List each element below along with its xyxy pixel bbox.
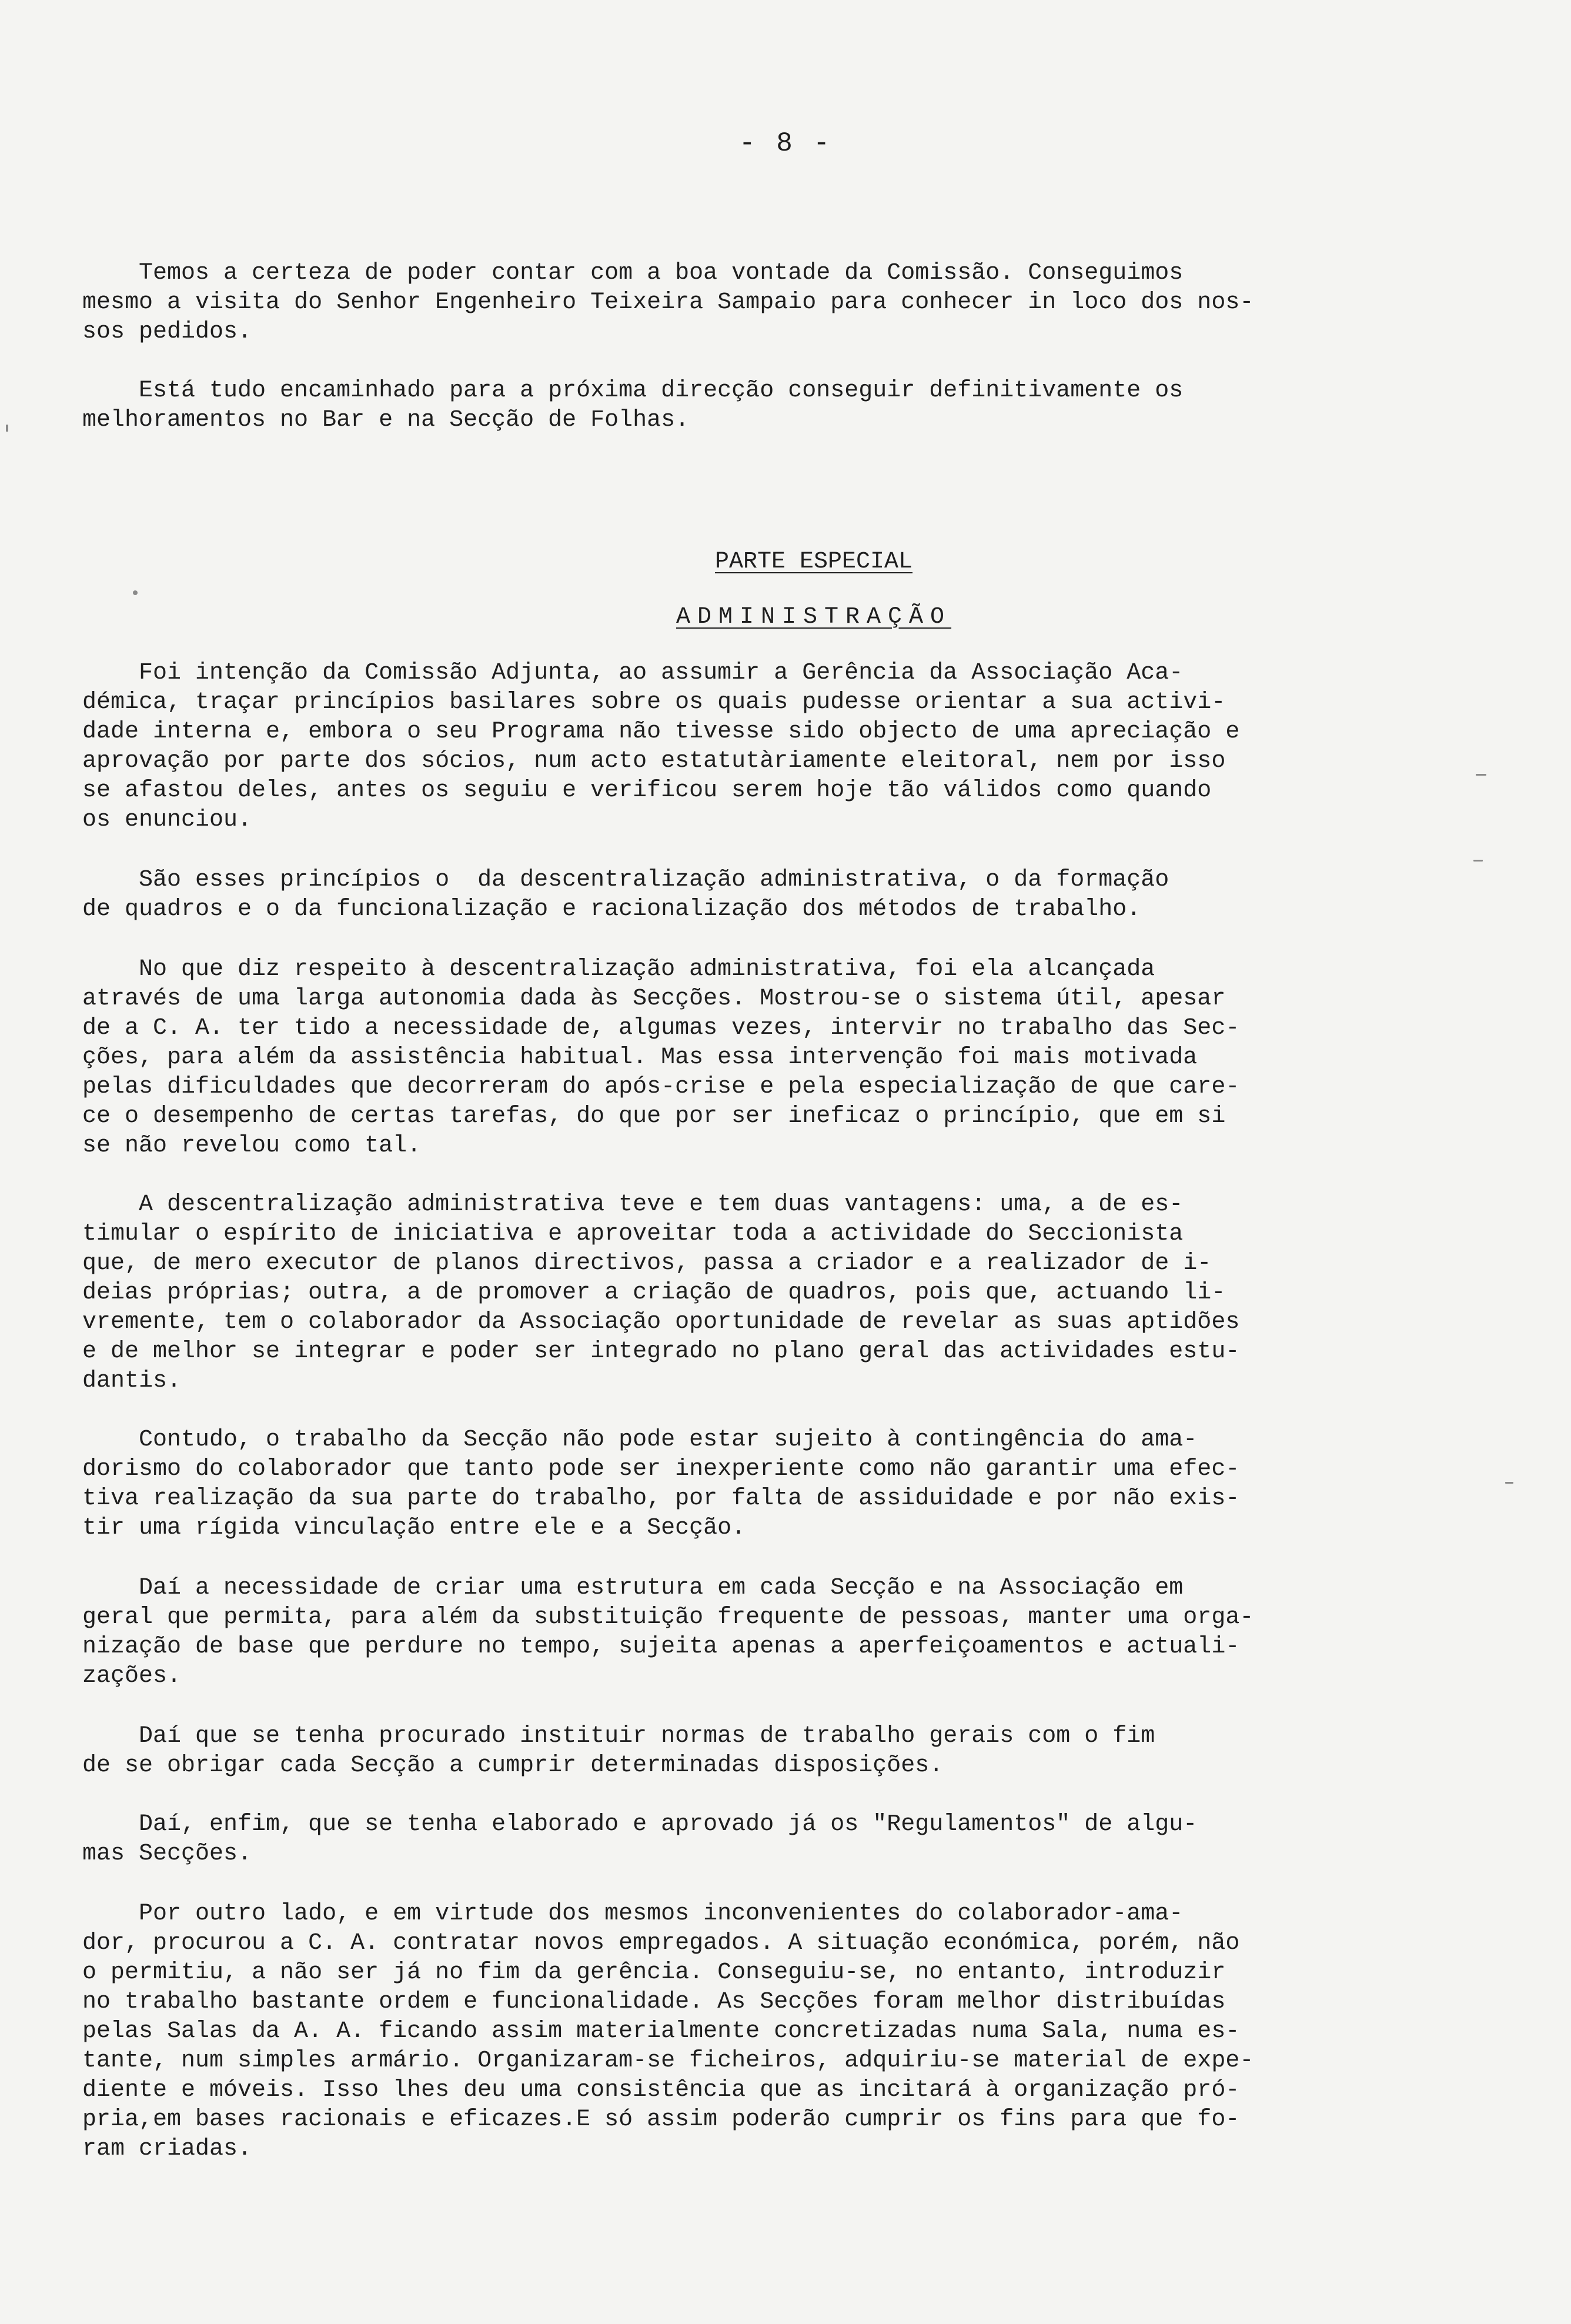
paragraph — [82, 1722, 1341, 1781]
text-line: dorismo do colaborador que tanto pode ser inexperiente como não garantir uma efec- — [82, 1456, 1240, 1482]
text-line: No que diz respeito à descentralização administrativa, foi ela alcançada — [82, 956, 1155, 983]
paragraph — [82, 1899, 1341, 2164]
text-line: Daí a necessidade de criar uma estrutura em cada Secção e na Associação em — [82, 1575, 1184, 1601]
paragraph — [82, 659, 1341, 835]
text-line: tir uma rígida vinculação entre ele e a Secção. — [82, 1515, 746, 1541]
paragraph — [82, 1425, 1341, 1543]
paragraph — [82, 1810, 1341, 1869]
text-line: timular o espírito de iniciativa e aproveitar toda a actividade do Seccionista — [82, 1221, 1184, 1247]
text-line: démica, traçar princípios basilares sobre os quais pudesse orientar a sua activi- — [82, 689, 1226, 716]
text-line: se não revelou como tal. — [82, 1133, 422, 1159]
text-line: Está tudo encaminhado para a próxima direcção conseguir definitivamente os — [82, 378, 1184, 404]
scan-speck — [1505, 1482, 1513, 1484]
scan-speck — [1473, 860, 1483, 862]
text-line: diente e móveis. Isso lhes deu uma consistência que as incitará à organização pró- — [82, 2077, 1240, 2103]
text-line: dantis. — [82, 1368, 182, 1394]
text-line: nização de base que perdure no tempo, sujeita apenas a aperfeiçoamentos e actuali- — [82, 1634, 1240, 1660]
text-line: pria,em bases racionais e eficazes.E só assim poderão cumprir os fins para que fo- — [82, 2106, 1240, 2133]
text-line: ções, para além da assistência habitual. Mas essa intervenção foi mais motivada — [82, 1044, 1198, 1071]
text-line: Daí, enfim, que se tenha elaborado e aprovado já os "Regulamentos" de algu- — [82, 1811, 1198, 1838]
text-line: os enunciou. — [82, 807, 252, 833]
text-line: melhoramentos no Bar e na Secção de Folhas. — [82, 407, 690, 433]
text-line: São esses princípios o da descentralização administrativa, o da formação — [82, 867, 1169, 893]
text-line: Daí que se tenha procurado instituir normas de trabalho gerais com o fim — [82, 1723, 1155, 1749]
section-heading-text: ADMINISTRAÇÃO — [676, 604, 952, 630]
scan-speck — [1476, 774, 1486, 776]
text-line: o permitiu, a não ser já no fim da gerência. Conseguiu-se, no entanto, introduzir — [82, 1959, 1226, 1986]
text-line: Contudo, o trabalho da Secção não pode estar sujeito à contingência do ama- — [82, 1427, 1198, 1453]
page-number: - 8 - — [738, 128, 833, 159]
text-line: zações. — [82, 1663, 182, 1689]
text-line: pelas Salas da A. A. ficando assim materialmente concretizadas numa Sala, numa es- — [82, 2018, 1240, 2045]
paragraph — [82, 1190, 1341, 1396]
text-line: de quadros e o da funcionalização e racionalização dos métodos de trabalho. — [82, 896, 1141, 923]
text-line: e de melhor se integrar e poder ser integrado no plano geral das actividades estu- — [82, 1338, 1240, 1365]
section-heading — [0, 577, 1571, 657]
part-heading-text: PARTE ESPECIAL — [714, 549, 913, 575]
text-line: mesmo a visita do Senhor Engenheiro Teixeira Sampaio para conhecer in loco dos nos- — [82, 289, 1254, 316]
scan-speck — [6, 425, 8, 432]
text-line: dor, procurou a C. A. contratar novos empregados. A situação económica, porém, não — [82, 1930, 1240, 1956]
text-line: se afastou deles, antes os seguiu e verificou serem hoje tão válidos como quando — [82, 777, 1212, 804]
text-line: Temos a certeza de poder contar com a boa vontade da Comissão. Conseguimos — [82, 260, 1184, 286]
paragraph — [82, 259, 1341, 347]
text-line: pelas dificuldades que decorreram do após-crise e pela especialização de que care- — [82, 1074, 1240, 1100]
text-line: sos pedidos. — [82, 319, 252, 345]
text-line: dade interna e, embora o seu Programa não tivesse sido objecto de uma apreciação e — [82, 719, 1240, 745]
text-line: ce o desempenho de certas tarefas, do que por ser ineficaz o princípio, que em si — [82, 1103, 1226, 1130]
text-line: deias próprias; outra, a de promover a criação de quadros, pois que, actuando li- — [82, 1280, 1226, 1306]
text-line: de se obrigar cada Secção a cumprir determinadas disposições. — [82, 1752, 944, 1779]
text-line: tante, num simples armário. Organizaram-se ficheiros, adquiriu-se material de expe- — [82, 2048, 1254, 2074]
text-line: geral que permita, para além da substituição frequente de pessoas, manter uma orga- — [82, 1604, 1254, 1631]
scan-speck — [133, 590, 138, 595]
text-line: Por outro lado, e em virtude dos mesmos inconvenientes do colaborador-ama- — [82, 1901, 1184, 1927]
paragraph — [82, 1574, 1341, 1691]
text-line: ram criadas. — [82, 2136, 252, 2162]
text-line: que, de mero executor de planos directivos, passa a criador e a realizador de i- — [82, 1250, 1212, 1277]
text-line: através de uma larga autonomia dada às Secções. Mostrou-se o sistema útil, apesar — [82, 986, 1226, 1012]
paragraph — [82, 376, 1341, 435]
text-line: Foi intenção da Comissão Adjunta, ao assumir a Gerência da Associação Aca- — [82, 660, 1184, 686]
paragraph — [82, 955, 1341, 1161]
text-line: A descentralização administrativa teve e tem duas vantagens: uma, a de es- — [82, 1191, 1184, 1218]
text-line: tiva realização da sua parte do trabalho, por falta de assiduidade e por não exis- — [82, 1485, 1240, 1512]
text-line: mas Secções. — [82, 1841, 252, 1867]
text-line: de a C. A. ter tido a necessidade de, algumas vezes, intervir no trabalho das Sec- — [82, 1015, 1240, 1041]
text-line: vremente, tem o colaborador da Associação oportunidade de revelar as suas aptidões — [82, 1309, 1240, 1335]
paragraph — [82, 866, 1341, 924]
text-line: aprovação por parte dos sócios, num acto estatutàriamente eleitoral, nem por isso — [82, 748, 1226, 774]
text-line: no trabalho bastante ordem e funcionalidade. As Secções foram melhor distribuídas — [82, 1989, 1226, 2015]
